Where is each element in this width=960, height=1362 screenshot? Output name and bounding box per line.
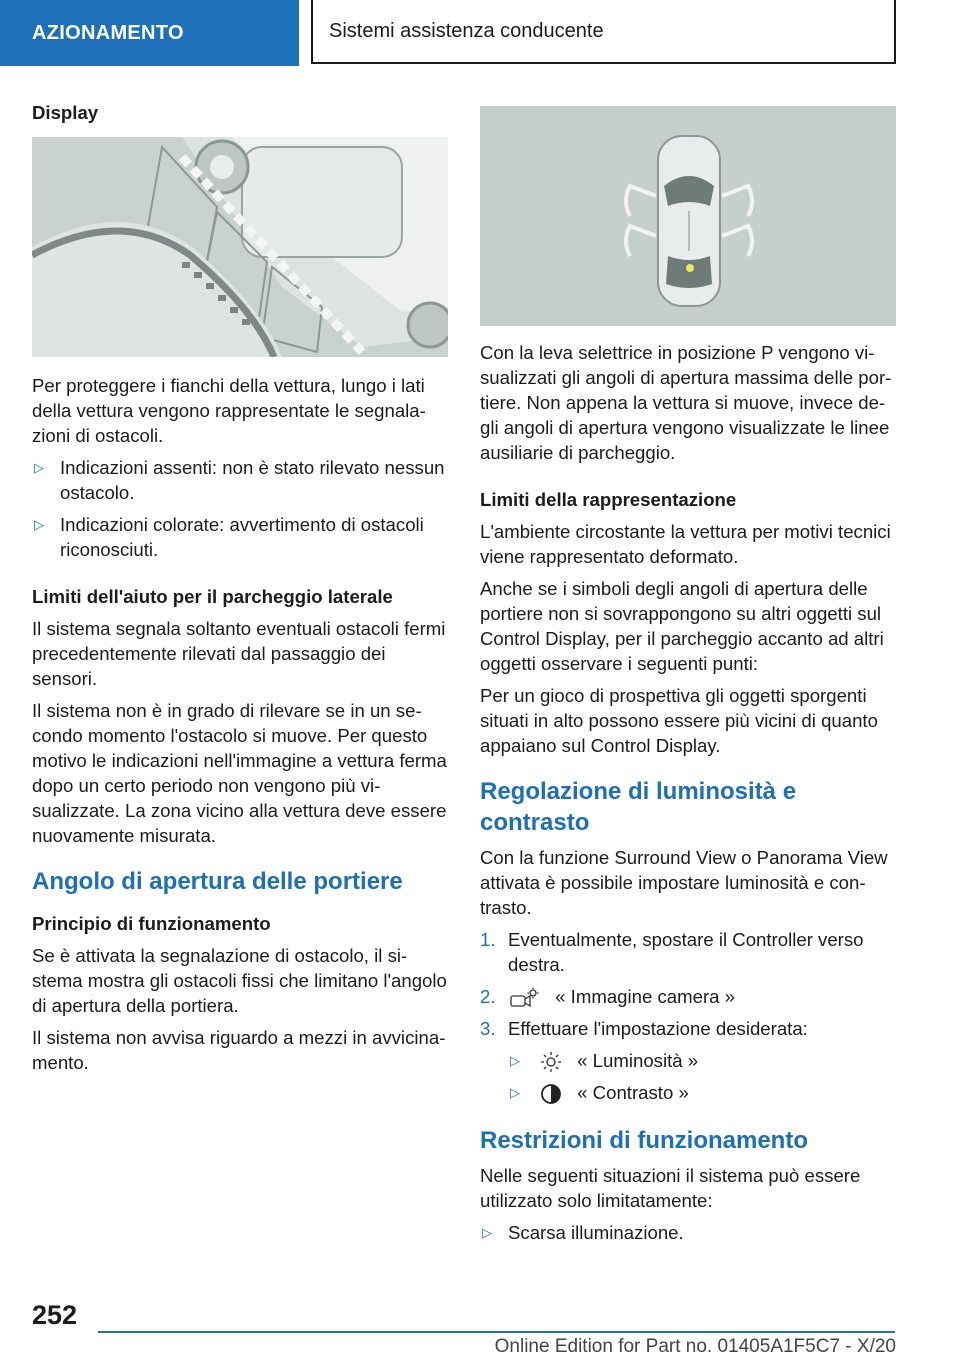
chapter-title: Sistemi assistenza conducente	[311, 0, 896, 64]
page-header	[0, 0, 960, 66]
side-parking-illustration	[32, 137, 448, 357]
section-tab: AZIONAMENTO	[0, 0, 299, 66]
right-column	[480, 106, 896, 1252]
step-number: 1.	[480, 929, 496, 950]
list-item: 2. « Immagine camera »	[480, 984, 896, 1009]
principle-paragraph: Se è attivata la segnalazione di ostacolo, il sistema mostra gli ostacoli fissi che limitano l'angolo di apertura della portiera.	[32, 945, 447, 1016]
representation-paragraph: Anche se i simboli degli angoli di apertura delle portiere non si sovrappongono su altri oggetti sul Control Display, per il parcheggio accanto ad altri oggetti osservare i seguenti punti:	[480, 578, 884, 674]
representation-paragraph: L'ambiente circostante la vettura per motivi tecnici viene rappresentato deformato.	[480, 521, 891, 567]
camera-settings-icon	[510, 987, 540, 1009]
limits-paragraph: Il sistema segnala soltanto eventuali ostacoli fermi precedentemente rilevati dal passaggio dei sensori.	[32, 618, 446, 689]
brightness-contrast-heading: Regolazione di luminosità e contrasto	[480, 778, 797, 836]
principle-heading: Principio di funzionamento	[32, 913, 271, 934]
list-item: ▷ « Luminosità »	[480, 1048, 896, 1073]
list-item: ▷ Indicazioni colorate: avvertimento di ostacoli riconosciuti.	[34, 514, 424, 560]
list-item: 3. Effettuare l'impostazione desiderata:	[480, 1018, 808, 1040]
restrictions-paragraph: Nelle seguenti situazioni il sistema può essere utilizzato solo limitatamente:	[480, 1165, 861, 1212]
footer-edition: Online Edition for Part no. 01405A1F5C7 - X/20	[494, 1336, 896, 1357]
list-item: ▷ Scarsa illuminazione.	[482, 1222, 684, 1244]
representation-limits-heading: Limiti della rappresentazione	[480, 489, 737, 510]
restrictions-heading: Restrizioni di funzionamento	[480, 1127, 808, 1155]
triangle-bullet-icon: ▷	[510, 1053, 520, 1069]
principle-paragraph: Il sistema non avvisa riguardo a mezzi in avvicinamento.	[32, 1027, 446, 1073]
left-column	[32, 100, 448, 1082]
figure-caption: Con la leva selettrice in posizione P vengono visualizzati gli angoli di apertura massima delle portiere. Non appena la vettura si muove, invece degli angoli di apertura vengono visualizzate le linee ausiliarie di parcheggio.	[480, 342, 892, 463]
display-intro: Per proteggere i fianchi della vettura, lungo i lati della vettura vengono rappresentate le segnalazioni di ostacoli.	[32, 375, 426, 446]
brightness-icon	[540, 1051, 562, 1073]
limits-heading: Limiti dell'aiuto per il parcheggio laterale	[32, 586, 393, 607]
list-item: 1. Eventualmente, spostare il Controller verso destra.	[480, 929, 864, 975]
triangle-bullet-icon: ▷	[510, 1085, 520, 1101]
limits-paragraph: Il sistema non è in grado di rilevare se in un secondo momento l'ostacolo si muove. Per questo motivo le indicazioni nell'immagine a vettura ferma dopo un certo periodo non vengono più visualizzate. La zona vicino alla vettura deve essere nuovamente misurata.	[32, 700, 447, 846]
step-number: 3.	[480, 1018, 496, 1040]
door-angle-illustration	[480, 106, 896, 326]
triangle-bullet-icon: ▷	[482, 1225, 492, 1241]
step-number: 2.	[480, 986, 496, 1007]
page-number: 252	[32, 1300, 78, 1330]
footer-divider	[98, 1331, 895, 1333]
display-heading: Display	[32, 102, 99, 123]
list-item: ▷ « Contrasto »	[480, 1080, 896, 1105]
triangle-bullet-icon: ▷	[34, 460, 44, 475]
triangle-bullet-icon: ▷	[34, 517, 44, 532]
contrast-icon	[540, 1083, 562, 1105]
brightness-paragraph: Con la funzione Surround View o Panorama View attivata è possibile impostare luminosità e contrasto.	[480, 847, 888, 918]
door-angle-heading: Angolo di apertura delle portiere	[32, 868, 403, 895]
list-item: ▷ Indicazioni assenti: non è stato rilevato nessun ostacolo.	[34, 457, 445, 503]
representation-paragraph: Per un gioco di prospettiva gli oggetti sporgenti situati in alto possono essere più vicini di quanto appaiano sul Control Display.	[480, 685, 878, 756]
